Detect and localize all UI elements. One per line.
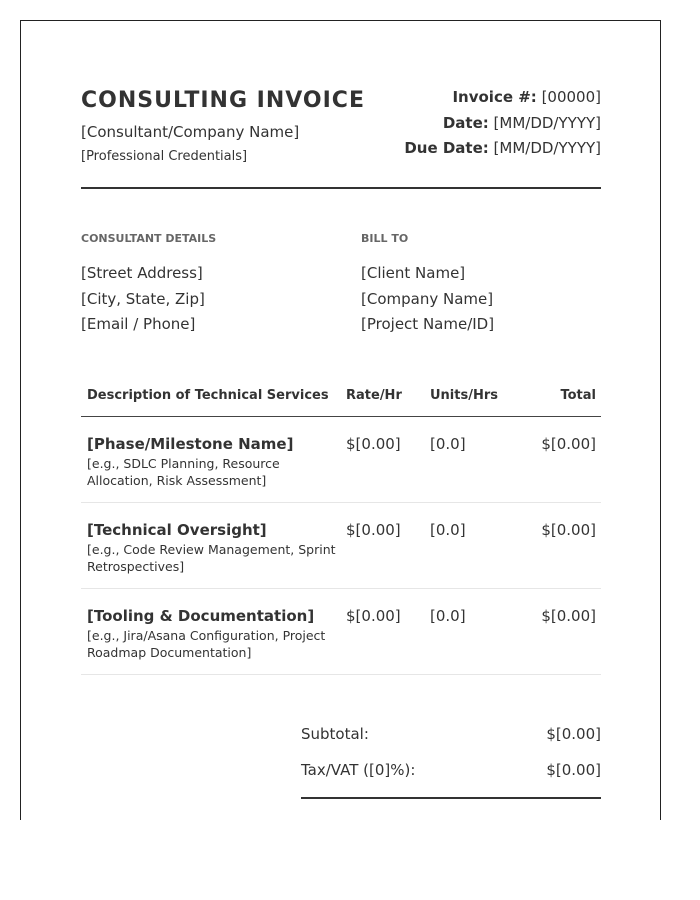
service-rate: $[0.00] [346, 435, 401, 453]
column-header-rate: Rate/Hr [346, 388, 402, 403]
summary-divider [301, 797, 601, 799]
invoice-meta [404, 85, 601, 162]
service-name: [Tooling & Documentation] [87, 607, 315, 625]
invoice-number-label: Invoice #: [452, 88, 537, 106]
service-rate: $[0.00] [346, 607, 401, 625]
row-divider [81, 502, 601, 503]
bill-to-heading: BILL TO [361, 232, 409, 245]
service-rate: $[0.00] [346, 521, 401, 539]
consultant-street: [Street Address] [81, 264, 203, 282]
invoice-date-value: [MM/DD/YYYY] [493, 113, 601, 132]
professional-credentials: [Professional Credentials] [81, 149, 248, 164]
due-date-label: Due Date: [404, 139, 489, 157]
table-header-divider [81, 416, 601, 417]
consultant-details-heading: CONSULTANT DETAILS [81, 232, 217, 245]
consultant-address-block [81, 261, 205, 338]
company-name: [Consultant/Company Name] [81, 123, 300, 141]
column-header-description: Description of Technical Services [87, 388, 329, 403]
service-units: [0.0] [430, 607, 466, 625]
service-name: [Technical Oversight] [87, 521, 267, 539]
service-description: [e.g., Code Review Management, Sprint Retrospectives] [87, 542, 336, 574]
bill-to-project: [Project Name/ID] [361, 315, 495, 333]
consultant-contact: [Email / Phone] [81, 315, 196, 333]
due-date-value: [MM/DD/YYYY] [493, 139, 601, 157]
invoice-date-row [404, 111, 601, 137]
invoice-date-label: Date: [442, 113, 489, 132]
service-description: [e.g., SDLC Planning, Resource Allocation, Risk Assessment] [87, 456, 280, 488]
header-divider [81, 187, 601, 189]
invoice-number-value: [00000] [541, 88, 601, 106]
tax-label: Tax/VAT ([0]%): [301, 761, 416, 779]
column-header-units: Units/Hrs [430, 388, 498, 403]
subtotal-value: $[0.00] [546, 725, 601, 743]
service-units: [0.0] [430, 435, 466, 453]
column-header-total: Total [560, 388, 596, 403]
due-date-row [404, 136, 601, 162]
bill-to-client: [Client Name] [361, 264, 466, 282]
invoice-number-row [404, 85, 601, 111]
row-divider [81, 674, 601, 675]
service-name: [Phase/Milestone Name] [87, 435, 294, 453]
row-divider [81, 588, 601, 589]
invoice-page [20, 20, 661, 820]
service-total: $[0.00] [541, 435, 596, 453]
service-units: [0.0] [430, 521, 466, 539]
service-total: $[0.00] [541, 607, 596, 625]
tax-value: $[0.00] [546, 761, 601, 779]
bill-to-address-block [361, 261, 494, 338]
service-total: $[0.00] [541, 521, 596, 539]
bill-to-company: [Company Name] [361, 289, 494, 308]
service-description: [e.g., Jira/Asana Configuration, Project Roadmap Documentation] [87, 628, 326, 660]
subtotal-label: Subtotal: [301, 725, 369, 743]
consultant-city: [City, State, Zip] [81, 289, 205, 308]
invoice-title: CONSULTING INVOICE [81, 88, 365, 113]
